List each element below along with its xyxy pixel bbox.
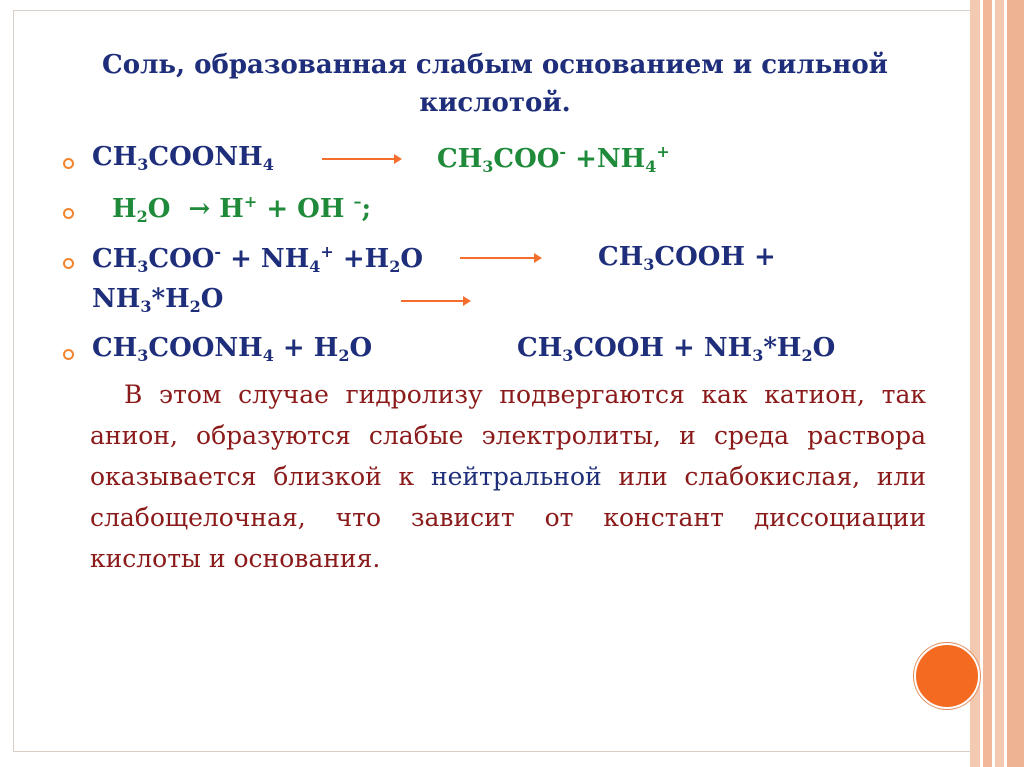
eq1-left	[92, 142, 274, 174]
eq3-right: $CH_3COOH$ +	[598, 242, 776, 274]
decorative-stripes	[970, 0, 1024, 767]
bullet-4	[63, 349, 74, 360]
eq1-right: $CH_3COO^- +NH_4^+$	[437, 142, 670, 176]
para-highlight: нейтральной	[430, 462, 602, 491]
explanation-paragraph	[90, 374, 926, 579]
eq4-left: $CH_3COONH_4 + H_2O$	[92, 333, 373, 365]
eq4-right: $CH_3COOH + NH_3*H_2O$	[517, 333, 836, 365]
eq3-cont: $NH_3*H_2O$	[92, 284, 224, 316]
slide-title: Соль, образованная слабым основанием и сильной кислотой.	[102, 50, 888, 118]
eq2: $H_2O \to H^+$ + OH –;	[112, 192, 372, 226]
eq3-left: $CH_3COO^- + NH_4^+ +H_2O$	[92, 242, 424, 276]
eq3-arrow	[460, 257, 540, 259]
decorative-circle	[914, 643, 980, 709]
bullet-3	[63, 258, 74, 269]
bullet-1	[63, 158, 74, 169]
eq3-arrow-2	[401, 300, 469, 302]
eq1-left-text: $CH_3COONH_4$	[92, 142, 274, 174]
bullet-2	[63, 208, 74, 219]
eq1-arrow	[322, 158, 400, 160]
para-part1: В этом случае гидролизу подвергаются как катион, так анион, образуются слабые электролиты, и среда раствора оказывается близкой к	[90, 380, 926, 491]
para-part2: или слабокислая, или слабощелочная, что зависит от констант диссоциации кислоты и основания.	[90, 462, 927, 573]
